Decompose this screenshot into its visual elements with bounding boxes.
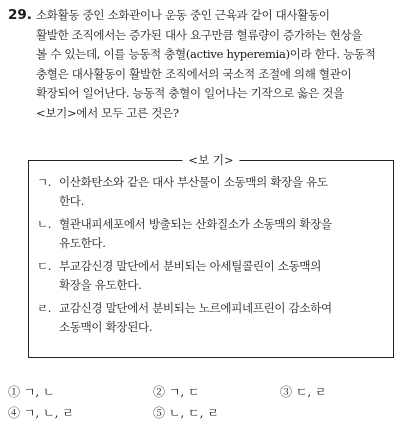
item-marker: ㄱ.: [37, 175, 52, 189]
example-item: [37, 257, 387, 295]
question-text-line: 충혈은 대사활동이 활발한 조직에서의 국소적 조절에 의해 혈관이: [36, 66, 352, 81]
answer-choices: [8, 382, 398, 424]
item-text-line: 부교감신경 말단에서 분비되는 아세틸콜린이 소동맥의: [59, 259, 322, 273]
item-marker: ㄴ.: [37, 217, 52, 231]
choice-row: [8, 382, 398, 403]
question-text-line: 활발한 조직에서는 증가된 대사 요구만큼 혈류량이 증가하는 현상을: [36, 27, 363, 42]
choice-1[interactable]: ① ㄱ, ㄴ: [8, 385, 55, 399]
example-box-title: <보 기>: [182, 152, 239, 168]
choice-2[interactable]: ② ㄱ, ㄷ: [153, 385, 200, 399]
example-items: [37, 173, 387, 341]
question-block: [8, 6, 400, 124]
example-item: [37, 173, 387, 211]
question-text-line: 확장되어 일어난다. 능동적 충혈이 일어나는 기작으로 옳은 것을: [36, 86, 344, 101]
choice-5[interactable]: ⑤ ㄴ, ㄷ, ㄹ: [153, 406, 219, 420]
item-text-line: 혈관내피세포에서 방출되는 산화질소가 소동맥의 확장을: [59, 217, 332, 231]
example-item: [37, 299, 387, 337]
choice-4[interactable]: ④ ㄱ, ㄴ, ㄹ: [8, 406, 74, 420]
item-text-line: 확장을 유도한다.: [59, 278, 142, 292]
item-marker: ㄷ.: [37, 259, 52, 273]
question-text-line: 볼 수 있는데, 이를 능동적 충혈(active hyperemia)이라 한다. 능동적: [36, 47, 376, 62]
question-number: 29.: [8, 7, 32, 23]
choice-3[interactable]: ③ ㄷ, ㄹ: [280, 385, 327, 399]
example-item: [37, 215, 387, 253]
item-marker: ㄹ.: [37, 301, 52, 315]
example-box: [28, 153, 394, 358]
question-text-line: <보기>에서 모두 고른 것은?: [36, 105, 179, 120]
choice-row: [8, 403, 398, 424]
item-text-line: 소동맥이 확장된다.: [59, 320, 153, 334]
item-text-line: 유도한다.: [59, 236, 106, 250]
item-text-line: 한다.: [59, 194, 84, 208]
item-text-line: 교감신경 말단에서 분비되는 노르에피네프린이 감소하여: [59, 301, 332, 315]
item-text-line: 이산화탄소와 같은 대사 부산물이 소동맥의 확장을 유도: [59, 175, 328, 189]
question-text-line: 소화활동 중인 소화관이나 운동 중인 근육과 같이 대사활동이: [36, 8, 330, 22]
